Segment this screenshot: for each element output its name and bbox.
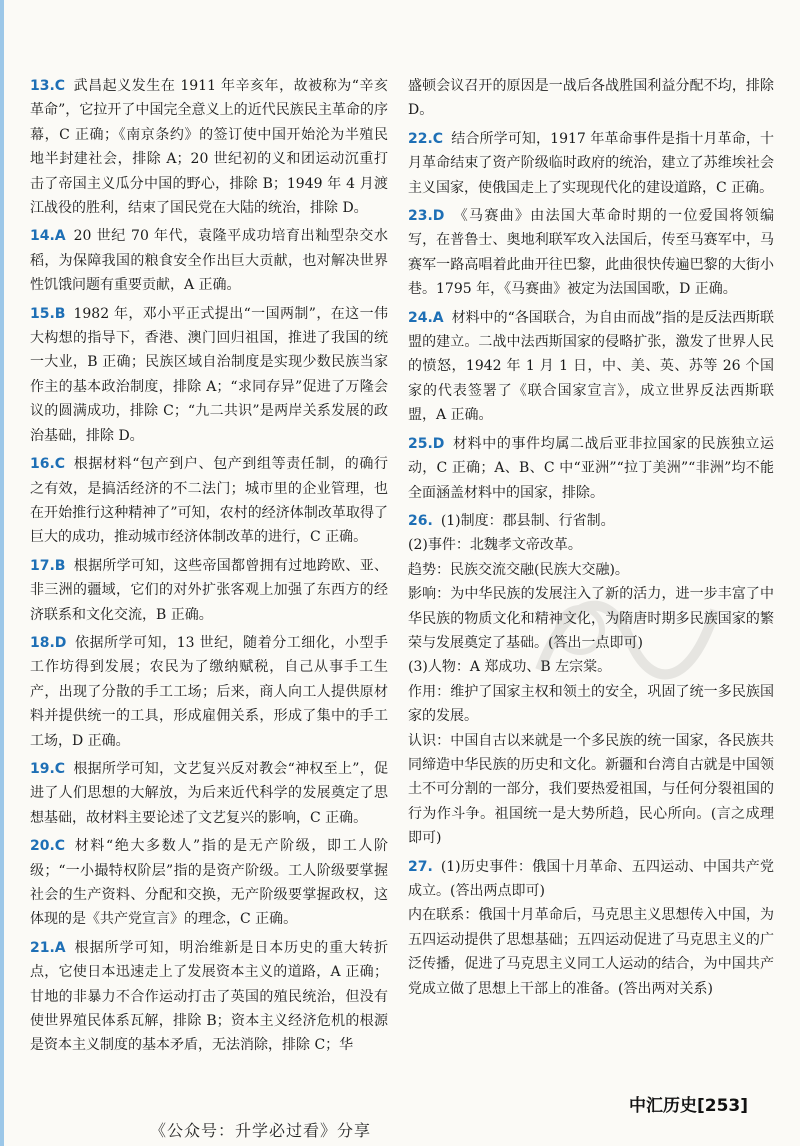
answer-14 [30,224,388,297]
answer-25 [408,432,774,505]
answer-number: 24.A [408,309,444,326]
share-note: 《公众号：升学必过看》分享 [150,1121,372,1140]
answer-text: 《马赛曲》由法国大革命时期的一位爱国将领编写，在普鲁士、奥地利联军攻入法国后，传至马赛军中，马赛军一路高唱着此曲开往巴黎，此曲很快传遍巴黎的大街小巷。1795 年，《马赛曲》被定为法国国歌，D 正确。 [408,208,774,298]
answer-text: 武昌起义发生在 1911 年辛亥年，故被称为“辛亥革命”，它拉开了中国完全意义上的近代民族民主革命的序幕，C 正确；《南京条约》的签订使中国开始沦为半殖民地半封建社会，排除 A；20 世纪初的义和团运动沉重打击了帝国主义瓜分中国的野心，排除 B；1949 年 4 月渡江战役的胜利，结束了国民党在大陆的统治，排除 D。 [30,78,388,217]
answer-number: 15.B [30,305,66,322]
answer-line: 作用：维护了国家主权和领土的安全，巩固了统一多民族国家的发展。 [408,683,774,725]
left-column [30,74,388,1062]
answer-text: 材料中的事件均属二战后亚非拉国家的民族独立运动，C 正确；A、B、C 中“亚洲”“拉丁美洲”“非洲”均不能全面涵盖材料中的国家，排除。 [408,435,774,501]
answer-text: 根据所学可知，这些帝国都曾拥有过地跨欧、亚、非三洲的疆域，它们的对外扩张客观上加强了东西方的经济联系和文化交流，B 正确。 [30,557,388,623]
answer-number: 23.D [408,208,445,225]
answer-number: 20.C [30,838,66,855]
answer-line: (1)制度：郡县制、行省制。 [440,512,615,529]
answer-number: 19.C [30,760,66,777]
answer-number: 22.C [408,130,444,147]
answer-line: (2)事件：北魏孝文帝改革。 [408,537,582,554]
answer-15 [30,302,388,448]
answer-text: 根据材料“包产到户、包产到组等责任制，的确行之有效，是搞活经济的不二法门；城市里的企业管理，也在开始推行这种精神了”可知，农村的经济体制改革取得了巨大的成功，推动城市经济体制改革的进行，C 正确。 [30,456,388,546]
answer-text: 材料中的“各国联合，为自由而战”指的是反法西斯联盟的建立。二战中法西斯国家的侵略扩张，激发了世界人民的愤怒，1942 年 1 月 1 日，中、美、英、苏等 26 个国家的代表签署了《联合国家宣言》，成立世界反法西斯联盟，A 正确。 [408,309,774,424]
right-column [408,74,774,1005]
answer-text: 根据所学可知，文艺复兴反对教会“神权至上”，促进了人们思想的大解放，为后来近代科学的发展奠定了思想基础，故材料主要论述了文艺复兴的影响，C 正确。 [30,760,388,826]
answer-number: 13.C [30,78,66,94]
answer-22 [408,127,774,200]
answer-number: 14.A [30,228,66,245]
answer-text: 1982 年，邓小平正式提出“一国两制”，在这一伟大构想的指导下，香港、澳门回归祖国，推进了我国的统一大业，B 正确；民族区域自治制度是实现少数民族当家作主的基本政治制度，排除 A；“求同存异”促进了万隆会议的圆满成功，排除 C；“九二共识”是两岸关系发展的政治基础，排除 D。 [30,305,388,444]
answer-number: 21.A [30,939,66,956]
subject-label: 中汇历史 [628,1096,697,1116]
answer-13 [30,74,388,220]
answer-19 [30,757,388,830]
answer-16 [30,452,388,550]
answer-number: 16.C [30,456,66,473]
answer-number: 27. [408,858,433,875]
answer-text: 20 世纪 70 年代，袁隆平成功培育出籼型杂交水稻，为保障我国的粮食安全作出巨大贡献，也对解决世界性饥饿问题有重要贡献，A 正确。 [30,228,388,294]
answer-number: 18.D [30,634,67,651]
answer-21 [30,936,388,1058]
answer-line: 内在联系：俄国十月革命后，马克思主义思想传入中国，为五四运动提供了思想基础；五四运动促进了马克思主义的广泛传播，促进了马克思主义同工人运动的结合，为中国共产党成立做了思想上干部上的准备。(答出两对关系) [408,907,774,997]
answer-line: 认识：中国自古以来就是一个多民族的统一国家，各民族共同缔造中华民族的历史和文化。新疆和台湾自古就是中国领土不可分割的一部分，我们要热爱祖国，与任何分裂祖国的行为作斗争。祖国统一是大势所趋，民心所向。(言之成理即可) [408,732,774,847]
answer-text: 依据所学可知，13 世纪，随着分工细化，小型手工作坊得到发展；农民为了缴纳赋税，自己从事手工生产，出现了分散的手工工场；后来，商人向工人提供原材料并提供统一的工具，形成雇佣关系，形成了集中的手工工场，D 正确。 [30,634,388,749]
page-footer-label [629,1091,748,1116]
answer-line: (3)人物：A 郑成功、B 左宗棠。 [408,659,612,676]
faint-watermark-logo [520,570,730,700]
answer-20 [30,834,388,932]
answer-number: 17.B [30,557,66,574]
page-number: [253] [696,1096,748,1116]
answer-text: 根据所学可知，明治维新是日本历史的重大转折点，它使日本迅速走上了发展资本主义的道路，A 正确；甘地的非暴力不合作运动打击了英国的殖民统治，但没有使世界殖民体系瓦解，排除 B；资本主义经济危机的根源是资本主义制度的基本矛盾，无法消除，排除 C；华 [30,939,388,1054]
answer-27 [408,855,774,1001]
page-edge-bar [0,0,4,1146]
answer-text: 材料“绝大多数人”指的是无产阶级，即工人阶级；“一小撮特权阶层”指的是资产阶级。工人阶级要掌握社会的生产资料、分配和交换，无产阶级要掌握政权，这体现的是《共产党宣言》的理念，C 正确。 [30,838,388,928]
answer-24 [408,306,774,428]
answer-18 [30,631,388,753]
answer-text: 结合所学可知，1917 年革命事件是指十月革命，十月革命结束了资产阶级临时政府的统治，建立了苏维埃社会主义国家，使俄国走上了实现现代化的建设道路，C 正确。 [408,130,774,196]
answer-21-continued: 盛顿会议召开的原因是一战后各战胜国利益分配不均，排除 D。 [408,78,774,119]
answer-line: (1)历史事件：俄国十月革命、五四运动、中国共产党成立。(答出两点即可) [408,858,774,899]
answer-line: 趋势：民族交流交融(民族大交融)。 [408,561,629,578]
answer-23 [408,204,774,302]
answer-number: 26. [408,512,433,529]
answer-17 [30,554,388,627]
answer-line: 影响：为中华民族的发展注入了新的活力，进一步丰富了中华民族的物质文化和精神文化，为隋唐时期多民族国家的繁荣与发展奠定了基础。(答出一点即可) [408,586,774,651]
answer-number: 25.D [408,435,445,452]
